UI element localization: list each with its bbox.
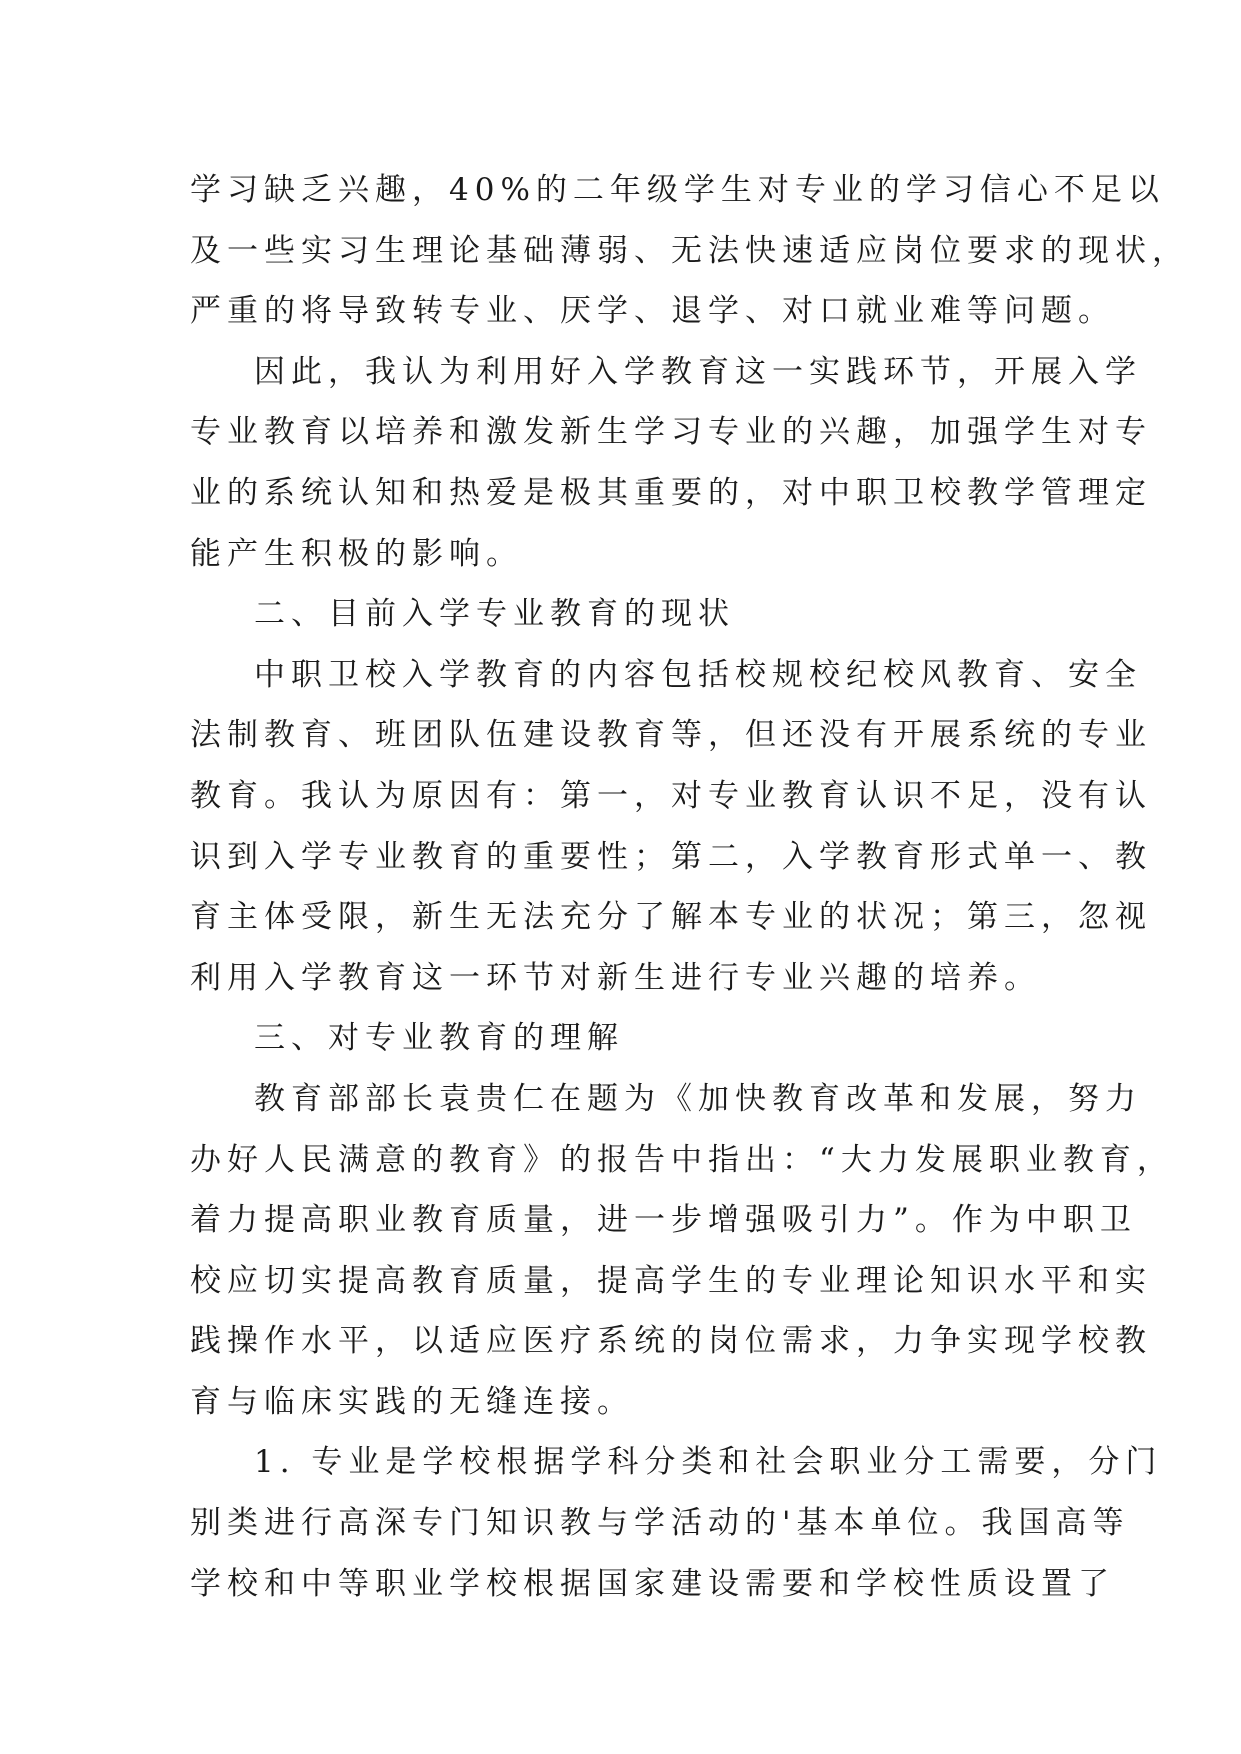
- text-line: 育与临床实践的无缝连接。: [190, 1383, 634, 1420]
- text-line: 识到入学专业教育的重要性；第二，入学教育形式单一、教: [190, 838, 1152, 875]
- section-heading: 三、对专业教育的理解: [254, 1020, 624, 1057]
- text-line: 办好人民满意的教育》的报告中指出：“大力发展职业教育，: [190, 1141, 1174, 1178]
- text-line: 育主体受限，新生无法充分了解本专业的状况；第三，忽视: [190, 899, 1152, 936]
- section-heading: 二、目前入学专业教育的现状: [254, 596, 735, 633]
- text-line: 严重的将导致转专业、厌学、退学、对口就业难等问题。: [190, 293, 1115, 330]
- text-line: 学校和中等职业学校根据国家建设需要和学校性质设置了: [190, 1565, 1115, 1602]
- paragraph-start-line: 教育部部长袁贵仁在题为《加快教育改革和发展，努力: [254, 1080, 1142, 1117]
- text-line: 利用入学教育这一环节对新生进行专业兴趣的培养。: [190, 959, 1041, 996]
- paragraph-start-line: 因此，我认为利用好入学教育这一实践环节，开展入学: [254, 353, 1142, 390]
- text-line: 业的系统认知和热爱是极其重要的，对中职卫校教学管理定: [190, 474, 1152, 511]
- text-line: 专业教育以培养和激发新生学习专业的兴趣，加强学生对专: [190, 414, 1152, 451]
- text-line: 能产生积极的影响。: [190, 535, 523, 572]
- numbered-paragraph-start-line: 1. 专业是学校根据学科分类和社会职业分工需要，分门: [254, 1444, 1163, 1481]
- text-line: 法制教育、班团队伍建设教育等，但还没有开展系统的专业: [190, 717, 1152, 754]
- text-line: 践操作水平，以适应医疗系统的岗位需求，力争实现学校教: [190, 1323, 1152, 1360]
- document-body: [190, 160, 1189, 1614]
- text-line: 学习缺乏兴趣，40%的二年级学生对专业的学习信心不足以: [190, 172, 1165, 208]
- text-line: 教育。我认为原因有：第一，对专业教育认识不足，没有认: [190, 777, 1152, 814]
- paragraph-start-line: 中职卫校入学教育的内容包括校规校纪校风教育、安全: [254, 656, 1142, 693]
- text-line: 及一些实习生理论基础薄弱、无法快速适应岗位要求的现状，: [190, 232, 1189, 269]
- text-line: 别类进行高深专门知识教与学活动的'基本单位。我国高等: [190, 1505, 1130, 1542]
- text-line: 校应切实提高教育质量，提高学生的专业理论知识水平和实: [190, 1262, 1152, 1299]
- text-line: 着力提高职业教育质量，进一步增强吸引力”。作为中职卫: [190, 1202, 1137, 1239]
